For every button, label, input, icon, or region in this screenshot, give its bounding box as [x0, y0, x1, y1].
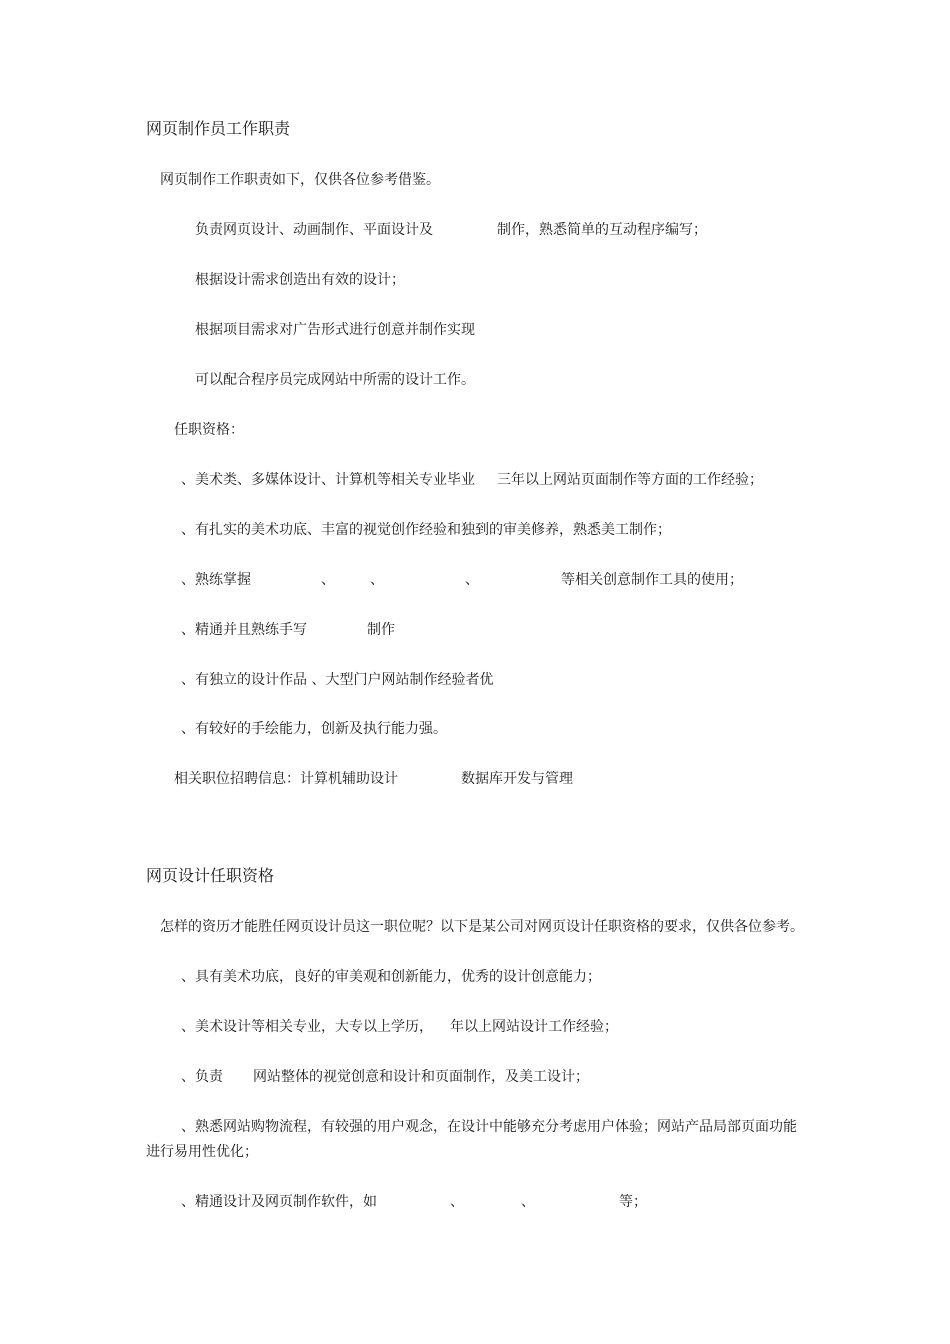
- requirement-item-1: 、具有美术功底，良好的审美观和创新能力，优秀的设计创意能力；: [181, 969, 601, 985]
- related-jobs-text-b: 数据库开发与管理: [461, 771, 573, 787]
- qualification-item-3-text-b: 等相关创意制作工具的使用；: [561, 572, 743, 588]
- requirement-item-2-text-b: 年以上网站设计工作经验；: [450, 1019, 618, 1035]
- section1-intro: 网页制作工作职责如下，仅供各位参考借鉴。: [160, 172, 440, 188]
- requirement-item-5-sep-2: 、: [521, 1194, 535, 1210]
- section2-intro: 怎样的资历才能胜任网页设计员这一职位呢？以下是某公司对网页设计任职资格的要求，仅供各位参考。: [160, 919, 804, 935]
- qualification-item-3-sep-2: 、: [370, 572, 384, 588]
- requirement-item-3-text-b: 网站整体的视觉创意和设计和页面制作，及美工设计；: [253, 1069, 589, 1085]
- requirement-item-5-sep-1: 、: [450, 1194, 464, 1210]
- qualification-heading: 任职资格：: [174, 422, 244, 438]
- qualification-item-6: 、有较好的手绘能力，创新及执行能力强。: [181, 721, 447, 737]
- qualification-item-5: 、有独立的设计作品 、大型门户网站制作经验者优: [181, 672, 494, 688]
- qualification-item-3-text-a: 、熟练掌握: [181, 572, 251, 588]
- qualification-item-2: 、有扎实的美术功底、丰富的视觉创作经验和独到的审美修养，熟悉美工制作；: [181, 522, 671, 538]
- section1-title: 网页制作员工作职责: [146, 119, 291, 138]
- duty-item-3: 根据项目需求对广告形式进行创意并制作实现: [195, 322, 475, 338]
- qualification-item-4-text-a: 、精通并且熟练手写: [181, 622, 307, 638]
- qualification-item-1-text-b: 三年以上网站页面制作等方面的工作经验；: [497, 472, 763, 488]
- qualification-item-3-sep-3: 、: [465, 572, 479, 588]
- qualification-item-3-sep-1: 、: [321, 572, 335, 588]
- qualification-item-4-text-b: 制作: [367, 622, 395, 638]
- duty-item-1-text-b: 制作，熟悉简单的互动程序编写；: [497, 222, 707, 238]
- requirement-item-2-text-a: 、美术设计等相关专业，大专以上学历，: [181, 1019, 433, 1035]
- requirement-item-5-text-b: 等；: [619, 1194, 647, 1210]
- requirement-item-5-text-a: 、精通设计及网页制作软件，如: [181, 1194, 377, 1210]
- qualification-item-1-text-a: 、美术类、多媒体设计、计算机等相关专业毕业: [181, 472, 475, 488]
- section2-title: 网页设计任职资格: [146, 866, 275, 885]
- requirement-item-3-text-a: 、负责: [181, 1069, 223, 1085]
- duty-item-4: 可以配合程序员完成网站中所需的设计工作。: [195, 372, 475, 388]
- duty-item-2: 根据设计需求创造出有效的设计；: [195, 272, 405, 288]
- duty-item-1-text-a: 负责网页设计、动画制作、平面设计及: [195, 222, 433, 238]
- requirement-item-4-line-1: 、熟悉网站购物流程，有较强的用户观念，在设计中能够充分考虑用户体验；网站产品局部页面功能: [181, 1119, 797, 1135]
- related-jobs-text-a: 相关职位招聘信息：计算机辅助设计: [174, 771, 398, 787]
- requirement-item-4-line-2: 进行易用性优化；: [146, 1144, 258, 1160]
